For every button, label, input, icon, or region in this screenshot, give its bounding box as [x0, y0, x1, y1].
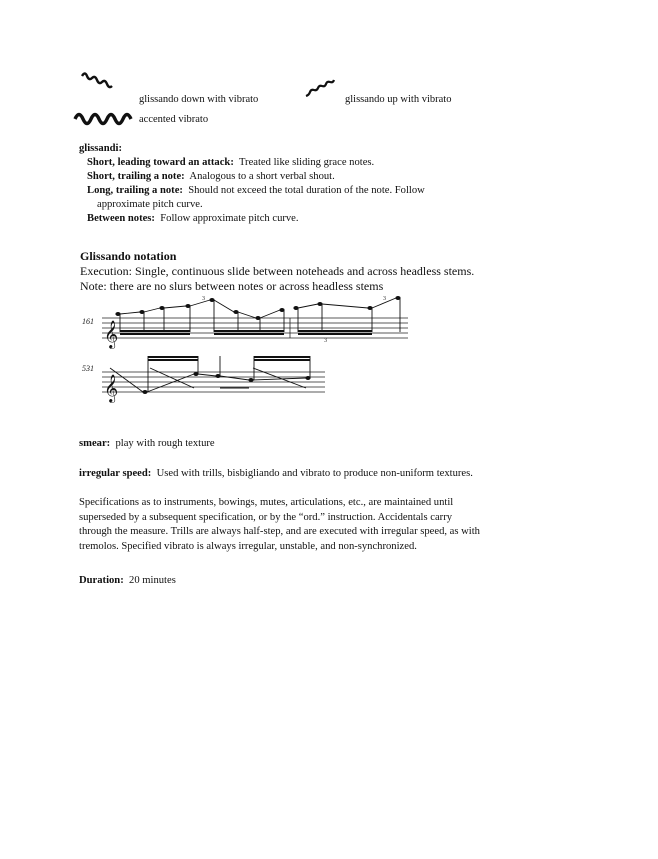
accented-vibrato-icon	[72, 108, 138, 126]
gliss-item-1	[87, 156, 374, 170]
gliss-up-label: glissando up with vibrato	[345, 94, 452, 105]
gliss-item-4	[87, 212, 299, 226]
measure-number-2: 531	[82, 364, 94, 373]
notation-execution: Execution: Single, continuous slide between noteheads and across headless stems.	[80, 264, 475, 278]
gliss-term: Short, trailing a note:	[87, 171, 185, 182]
glissandi-heading: glissandi:	[79, 143, 122, 154]
duration-value: 20 minutes	[129, 575, 176, 586]
gliss-desc: Treated like sliding grace notes.	[238, 157, 375, 168]
irregular-line	[79, 467, 473, 481]
music-staff-1	[80, 296, 410, 346]
irregular-term: irregular speed:	[79, 468, 152, 479]
tuplet-label: 3	[324, 338, 327, 344]
spec-line-2: superseded by a subsequent specification, or by the “ord.” instruction. Accidentals carry	[79, 512, 453, 523]
spec-line-4: tremolos. Specified vibrato is always irregular, unstable, and non-synchronized.	[79, 541, 417, 552]
gliss-item-2	[87, 170, 335, 184]
gliss-item-3-cont: approximate pitch curve.	[97, 199, 203, 210]
spec-line-1: Specifications as to instruments, bowings, mutes, articulations, etc., are maintained until	[79, 497, 454, 508]
svg-text:𝄞: 𝄞	[104, 374, 119, 402]
measure-number-1: 161	[82, 317, 94, 326]
tuplet-label: 3	[383, 296, 386, 302]
gliss-item-3	[87, 184, 425, 198]
gliss-term: Long, trailing a note:	[87, 185, 183, 196]
accented-label: accented vibrato	[139, 114, 209, 125]
notation-note: Note: there are no slurs between notes or across headless stems	[80, 279, 384, 293]
tuplet-label: 3	[202, 296, 205, 302]
smear-desc: play with rough texture	[115, 438, 215, 449]
svg-text:𝄞: 𝄞	[104, 320, 119, 348]
spec-line-3: through the measure. Trills are always half-step, and are executed with irregular speed, as with	[79, 526, 480, 537]
smear-term: smear:	[79, 438, 111, 449]
irregular-desc: Used with trills, bisbigliando and vibrato to produce non-uniform textures.	[156, 468, 473, 479]
gliss-desc: Should not exceed the total duration of the note. Follow	[188, 185, 425, 196]
smear-line	[79, 437, 215, 451]
gliss-term: Short, leading toward an attack:	[87, 157, 234, 168]
music-staff-2	[80, 354, 330, 404]
gliss-desc: Follow approximate pitch curve.	[160, 213, 299, 224]
gliss-up-vibrato-icon	[304, 78, 344, 100]
duration-term: Duration:	[79, 575, 124, 586]
notation-title: Glissando notation	[80, 249, 177, 263]
gliss-down-label: glissando down with vibrato	[139, 94, 259, 105]
gliss-down-vibrato-icon	[80, 72, 120, 94]
duration-line	[79, 574, 176, 588]
gliss-desc: Analogous to a short verbal shout.	[189, 171, 335, 182]
gliss-term: Between notes:	[87, 213, 155, 224]
